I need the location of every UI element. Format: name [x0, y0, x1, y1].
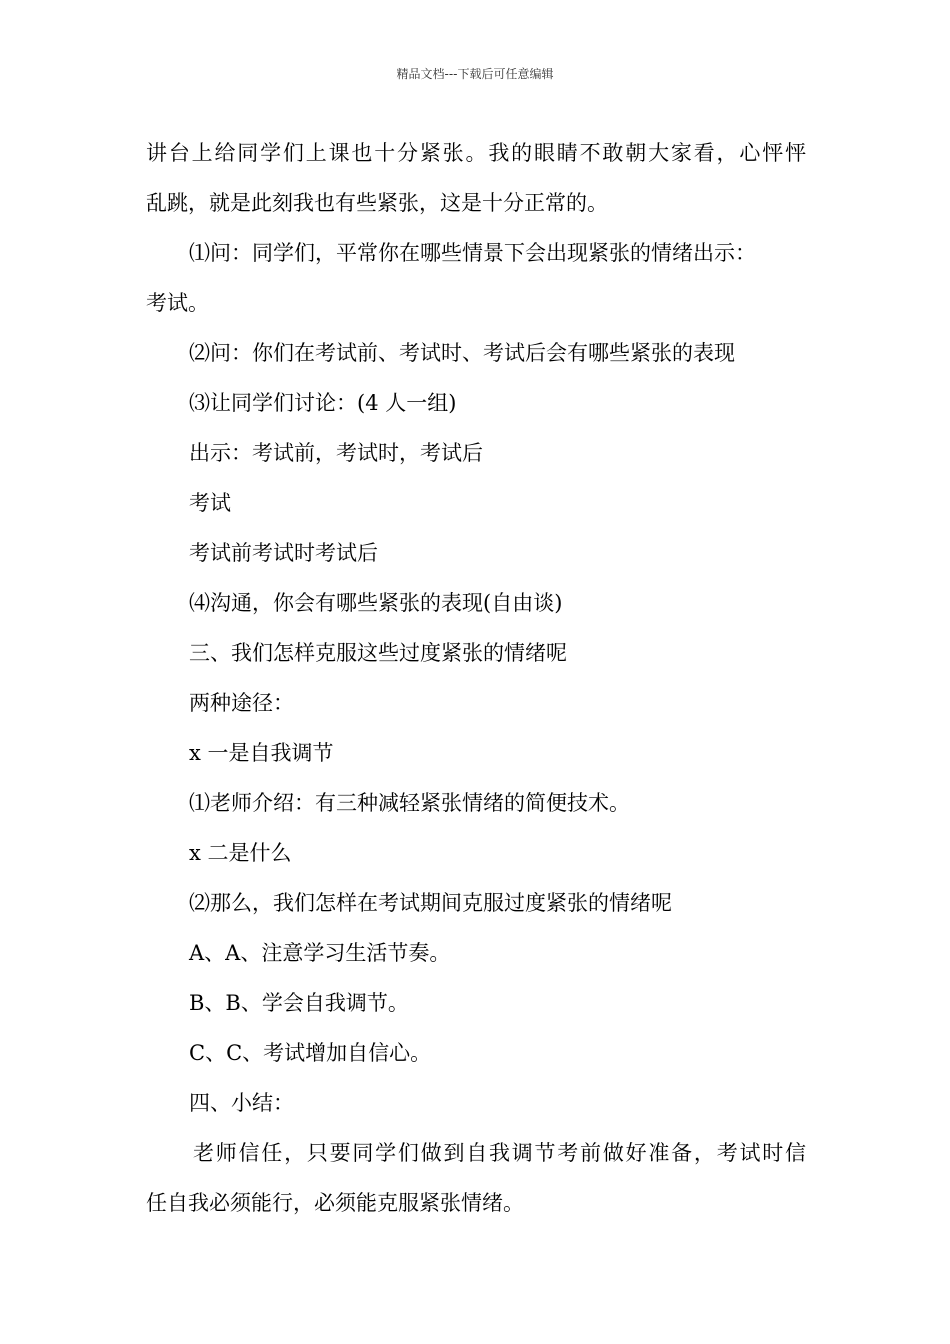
- paragraph-line: 老师信任，只要同学们做到自我调节考前做好准备，考试时信: [193, 1141, 806, 1165]
- paragraph-line: 任自我必须能行，必须能克服紧张情绪。: [146, 1191, 524, 1215]
- section-heading: 四、小结：: [189, 1091, 294, 1115]
- paragraph-line: ⑶让同学们讨论：(4 人一组): [189, 391, 457, 415]
- paragraph-line: ⑵问：你们在考试前、考试时、考试后会有哪些紧张的表现: [189, 341, 735, 365]
- paragraph-line: 讲台上给同学们上课也十分紧张。我的眼睛不敢朝大家看，心怦怦: [146, 141, 806, 165]
- list-item: B、B、学会自我调节。: [189, 991, 409, 1015]
- page-header: 精品文档---下载后可任意编辑: [396, 67, 554, 81]
- list-item: C、C、考试增加自信心。: [189, 1041, 432, 1065]
- paragraph-line: 出示：考试前，考试时，考试后: [189, 441, 483, 465]
- list-item: A、A、注意学习生活节奏。: [189, 941, 451, 965]
- paragraph-line: ⑴问：同学们，平常你在哪些情景下会出现紧张的情绪出示：: [189, 241, 756, 265]
- paragraph-line: 考试。: [146, 291, 209, 315]
- paragraph-line: x 二是什么: [189, 841, 292, 865]
- paragraph-line: 两种途径：: [189, 691, 294, 715]
- paragraph-line: x 一是自我调节: [189, 741, 334, 765]
- paragraph-line: 考试: [189, 491, 231, 515]
- paragraph-line: ⑷沟通，你会有哪些紧张的表现(自由谈): [189, 591, 563, 615]
- document-body: [146, 128, 806, 1228]
- paragraph-line: 乱跳，就是此刻我也有些紧张，这是十分正常的。: [146, 191, 608, 215]
- section-heading: 三、我们怎样克服这些过度紧张的情绪呢: [189, 641, 567, 665]
- paragraph-line: ⑵那么，我们怎样在考试期间克服过度紧张的情绪呢: [189, 891, 672, 915]
- paragraph-line: ⑴老师介绍：有三种减轻紧张情绪的简便技术。: [189, 791, 630, 815]
- paragraph-line: 考试前考试时考试后: [189, 541, 378, 565]
